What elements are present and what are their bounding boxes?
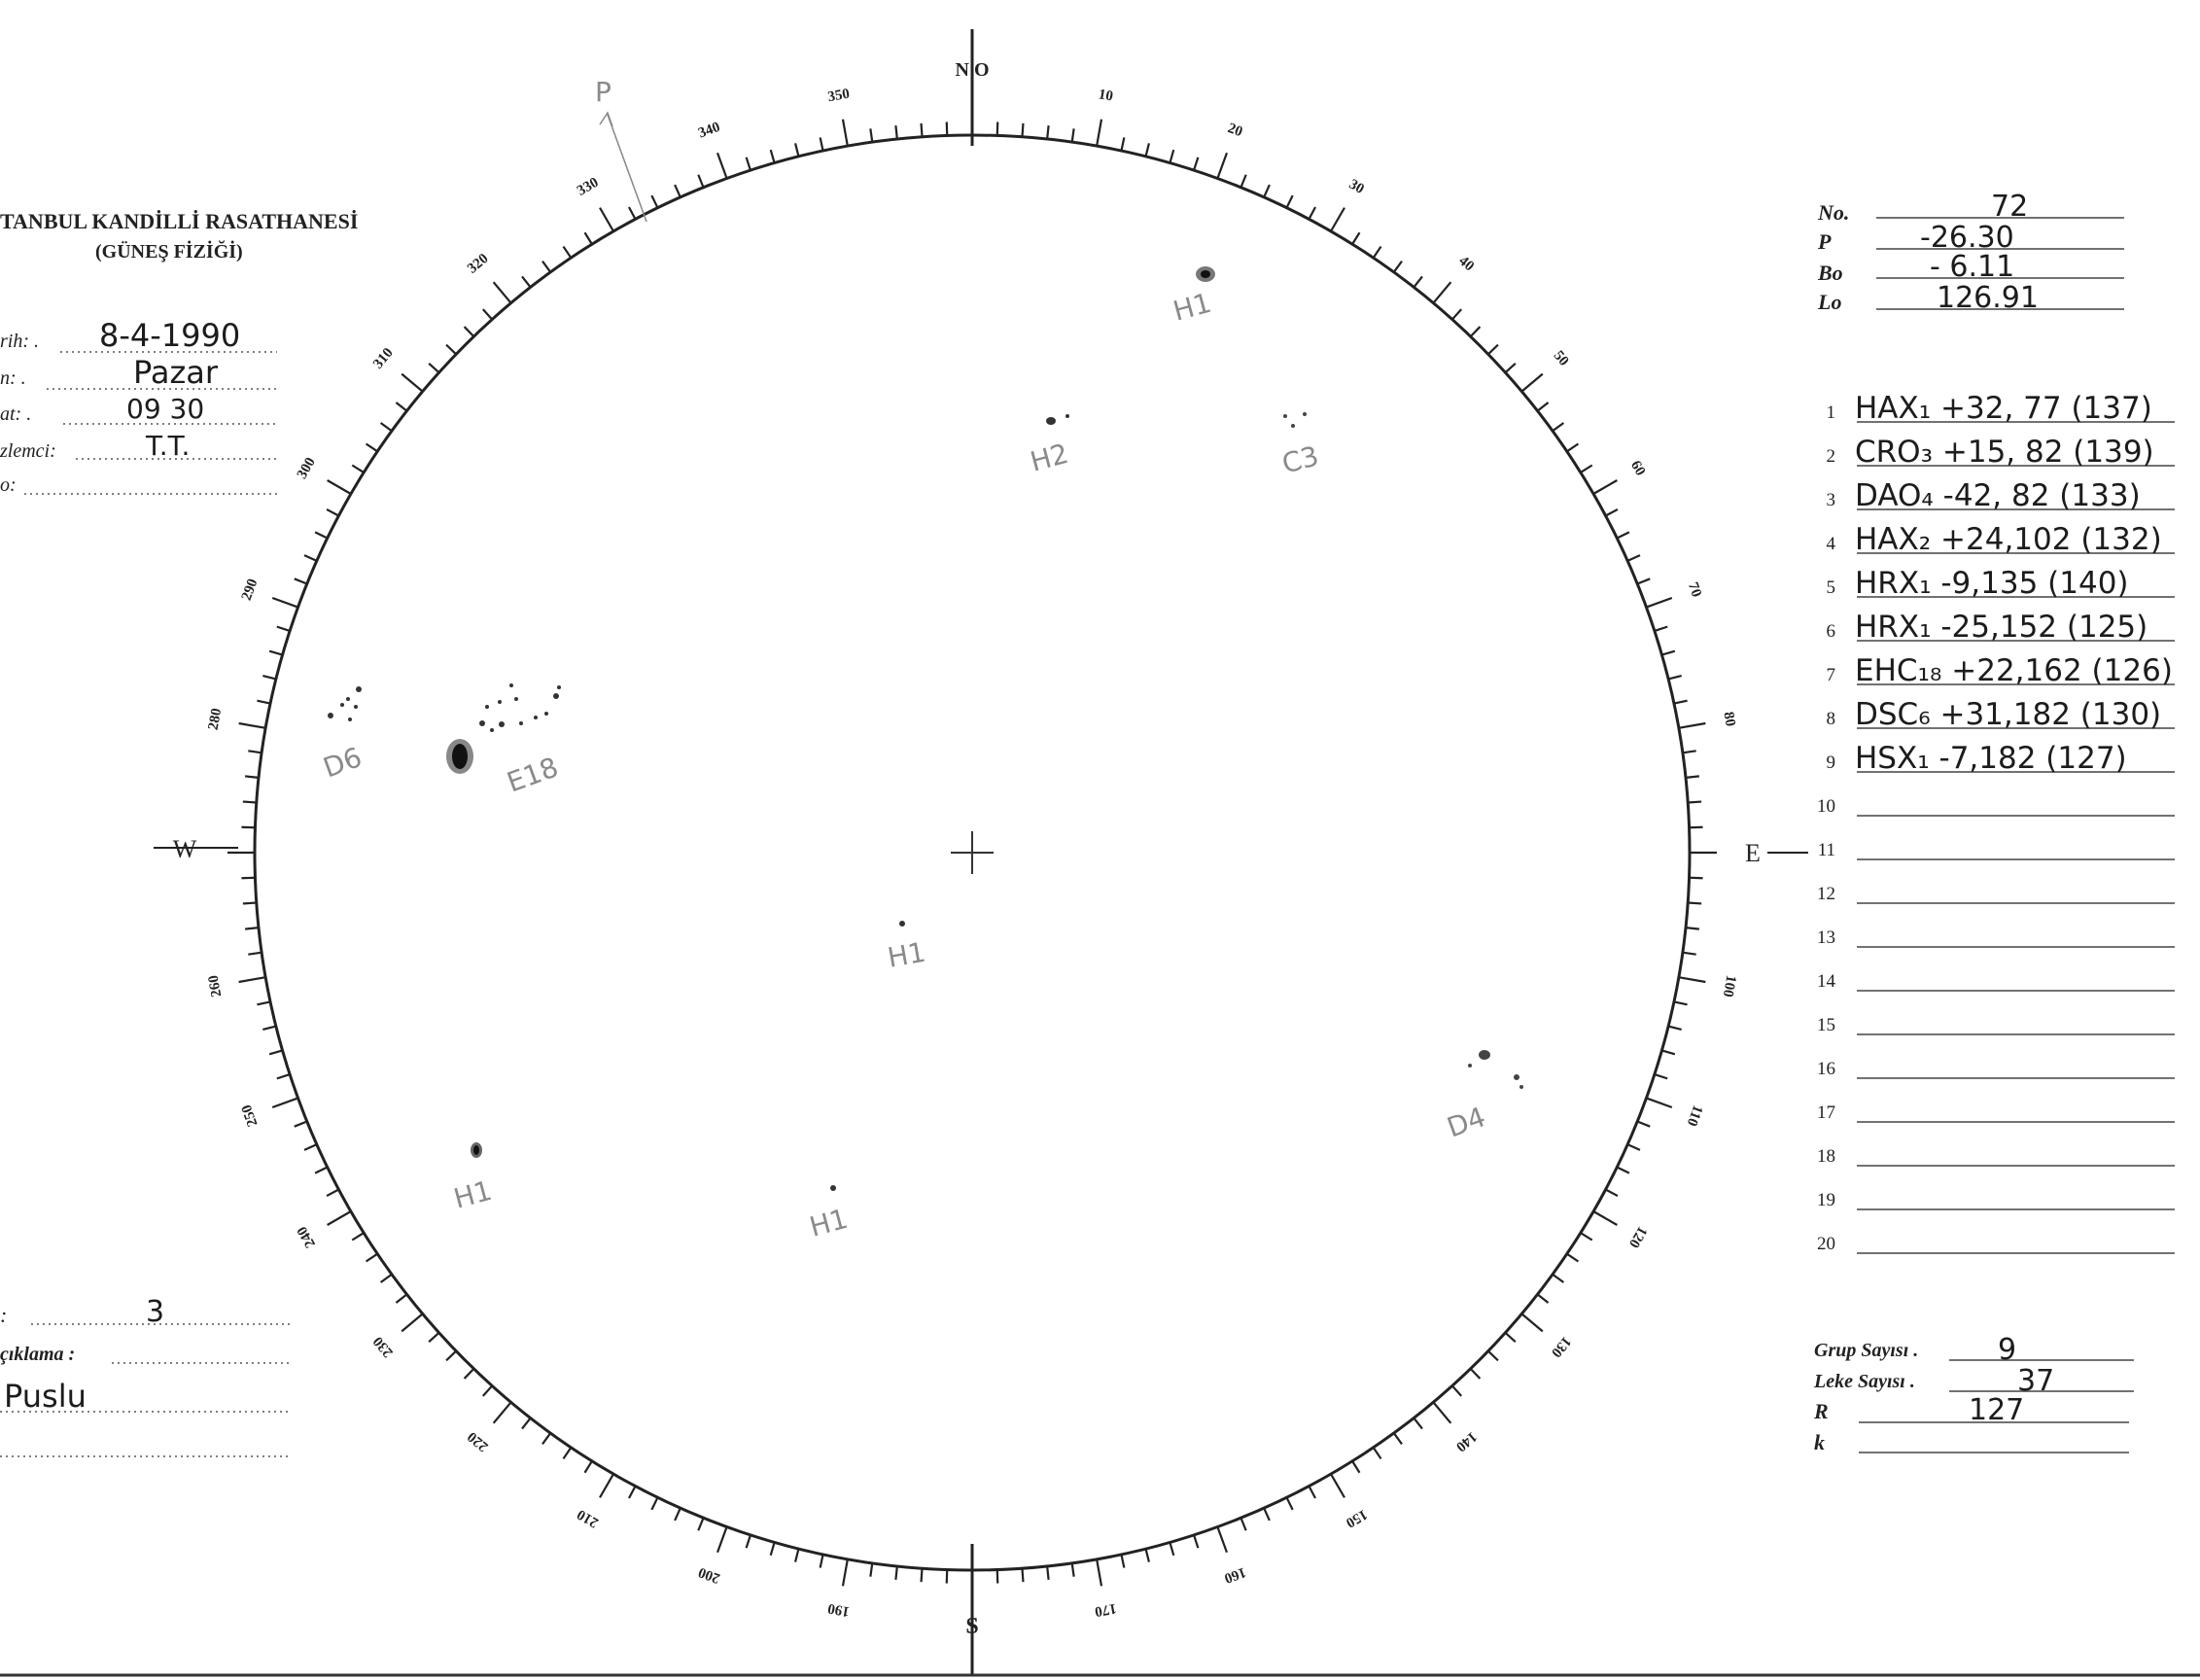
- degree-label: 240: [294, 1223, 319, 1251]
- param-lo-label: Lo: [1818, 290, 1842, 314]
- total-spots-label: Leke Sayısı .: [1814, 1371, 1915, 1392]
- sunspot-d4-a: [1479, 1050, 1490, 1060]
- param-no-label: No.: [1818, 200, 1850, 225]
- time-value: 09 30: [126, 393, 205, 425]
- sunspot-d6-d: [354, 705, 358, 709]
- param-p-label: P: [1818, 229, 1832, 254]
- observatory-department: (GÜNEŞ FİZİĞİ): [95, 241, 243, 262]
- group-row-entry: HSX₁ -7,182 (127): [1855, 741, 2127, 776]
- sunspot-h2-a: [1046, 417, 1056, 425]
- degree-label: 20: [1225, 121, 1245, 141]
- degree-label: 210: [574, 1506, 602, 1531]
- degree-label: 150: [1343, 1506, 1371, 1531]
- sunspot-d6-f: [348, 718, 352, 721]
- sunspot-e18-l: [557, 685, 561, 689]
- sunspot-d6-e: [356, 686, 362, 692]
- degree-label: 200: [696, 1563, 722, 1587]
- group-row-number: 16: [1817, 1059, 1835, 1079]
- param-p-value: -26.30: [1920, 221, 2014, 255]
- degree-tick: [243, 802, 257, 803]
- degree-label: 60: [1626, 458, 1649, 479]
- sunspot-e18-g: [514, 697, 518, 701]
- group-row-entry: HRX₁ -9,135 (140): [1855, 566, 2129, 601]
- group-row-number: 19: [1817, 1190, 1835, 1210]
- degree-label: 130: [1548, 1333, 1574, 1360]
- degree-label: 40: [1455, 253, 1478, 275]
- sunspot-c3-c: [1303, 412, 1307, 416]
- sunspot-e18-f: [509, 683, 513, 687]
- degree-tick: [895, 1566, 896, 1580]
- label-h1-lowleft: H1: [450, 1173, 496, 1215]
- group-row-number: 4: [1826, 534, 1835, 554]
- degree-tick: [1686, 776, 1699, 777]
- degree-label: 290: [238, 577, 262, 603]
- group-row-entry: EHC₁₈ +22,162 (126): [1855, 653, 2173, 688]
- degree-label: 340: [696, 119, 722, 142]
- sunspot-c3-a: [1283, 414, 1287, 418]
- east-label: E: [1745, 839, 1761, 867]
- label-h1-top: H1: [1170, 286, 1215, 328]
- degree-label: 140: [1452, 1428, 1480, 1454]
- degree-label: 80: [1720, 710, 1738, 728]
- observer-value: T.T.: [146, 430, 191, 462]
- group-row-number: 2: [1826, 446, 1835, 467]
- group-row-number: 13: [1817, 928, 1835, 948]
- sunspot-e18-b: [485, 705, 489, 709]
- label-h1-center: H1: [885, 935, 928, 974]
- sunspot-e18-d: [498, 700, 502, 704]
- degree-label: 190: [826, 1599, 852, 1620]
- label-c3: C3: [1278, 439, 1322, 480]
- sunspot-h1-lowleft-umbra: [473, 1145, 479, 1155]
- degree-tick: [1688, 802, 1701, 803]
- degree-tick: [922, 1568, 923, 1582]
- sunspot-h1-top-umbra: [1201, 270, 1210, 278]
- sunspot-d4-b: [1468, 1064, 1472, 1068]
- day-label: n: .: [0, 368, 26, 389]
- group-row-number: 9: [1826, 752, 1835, 773]
- group-row-entry: HAX₂ +24,102 (132): [1855, 522, 2162, 557]
- extra-label: o:: [0, 474, 17, 496]
- degree-tick: [1688, 902, 1701, 903]
- degree-label: 320: [465, 251, 492, 277]
- label-e18: E18: [503, 751, 563, 799]
- sunspot-e18-k: [553, 693, 559, 699]
- group-row-entry: HAX₁ +32, 77 (137): [1855, 391, 2152, 426]
- group-row-entry: DAO₄ -42, 82 (133): [1855, 478, 2141, 513]
- observatory-name: TANBUL KANDİLLİ RASATHANESİ: [0, 209, 359, 233]
- sunspot-d6-a: [328, 713, 333, 718]
- total-r-label: R: [1814, 1399, 1829, 1423]
- group-row-number: 6: [1826, 621, 1835, 642]
- group-row-number: 11: [1817, 840, 1835, 860]
- sunspot-e18-e: [499, 721, 505, 727]
- total-groups-value: 9: [1998, 1333, 2017, 1367]
- sunspot-h2-b: [1065, 414, 1069, 418]
- degree-label: 250: [238, 1102, 262, 1129]
- time-label: at: .: [0, 403, 32, 425]
- label-h1-bottom: H1: [806, 1202, 852, 1243]
- degree-label: 260: [205, 973, 226, 998]
- degree-label: 330: [574, 174, 602, 199]
- group-row-entry: HRX₁ -25,152 (125): [1855, 610, 2148, 645]
- sunspot-e18-umbra: [452, 744, 468, 769]
- degree-label: 310: [370, 345, 397, 372]
- group-row-number: 17: [1817, 1102, 1835, 1123]
- group-row-entry: DSC₆ +31,182 (130): [1855, 697, 2162, 732]
- day-value: Pazar: [133, 354, 219, 391]
- degree-label: 220: [465, 1428, 492, 1454]
- group-row-number: 20: [1817, 1234, 1835, 1254]
- degree-tick: [245, 776, 259, 777]
- group-row-number: 5: [1826, 578, 1835, 598]
- degree-label: 170: [1093, 1599, 1118, 1620]
- remarks-value: Puslu: [4, 1378, 87, 1415]
- degree-label: 50: [1550, 347, 1572, 369]
- degree-label: 70: [1684, 579, 1704, 600]
- south-label: S: [965, 1614, 979, 1639]
- degree-tick: [1022, 123, 1023, 137]
- degree-label: 350: [826, 86, 852, 106]
- param-bo-value: - 6.11: [1930, 250, 2015, 284]
- param-bo-label: Bo: [1818, 261, 1843, 285]
- degree-label: 30: [1345, 176, 1367, 198]
- degree-label: 10: [1097, 87, 1115, 105]
- group-row-number: 18: [1817, 1146, 1835, 1167]
- total-r-value: 127: [1969, 1393, 2025, 1427]
- group-row-number: 14: [1817, 971, 1835, 992]
- degree-label: 300: [294, 454, 319, 482]
- group-row-number: 15: [1817, 1015, 1835, 1035]
- degree-label: 120: [1625, 1223, 1651, 1251]
- north-label: N O: [955, 59, 990, 81]
- total-groups-label: Grup Sayısı .: [1814, 1340, 1919, 1361]
- degree-label: 100: [1719, 973, 1739, 998]
- sunspot-e18-c: [490, 728, 494, 732]
- group-row-number: 7: [1826, 665, 1835, 685]
- label-d4: D4: [1443, 1101, 1490, 1144]
- degree-tick: [1047, 1566, 1048, 1580]
- sunspot-d6-c: [346, 697, 350, 701]
- degree-label: 230: [370, 1333, 397, 1360]
- quality-label: :: [0, 1303, 8, 1327]
- group-row-number: 8: [1826, 709, 1835, 729]
- degree-tick: [1022, 1568, 1023, 1582]
- degree-tick: [243, 902, 257, 903]
- group-row-number: 12: [1817, 884, 1835, 904]
- group-row-number: 3: [1826, 490, 1835, 510]
- total-spots-value: 37: [2017, 1364, 2055, 1398]
- sunspot-c3-b: [1291, 424, 1295, 428]
- param-lo-value: 126.91: [1937, 281, 2039, 315]
- sunspot-e18-a: [479, 720, 485, 726]
- group-row-entry: CRO₃ +15, 82 (139): [1855, 435, 2154, 470]
- remarks-label: çıklama :: [0, 1344, 76, 1365]
- sunspot-d6-b: [340, 703, 344, 707]
- param-no-value: 72: [1991, 190, 2029, 224]
- sunspot-e18-i: [534, 716, 538, 719]
- label-d6: D6: [319, 741, 367, 785]
- observer-label: zlemci:: [0, 440, 56, 462]
- sunspot-d4-c: [1514, 1074, 1519, 1080]
- sunspot-d4-d: [1519, 1085, 1523, 1089]
- sunspot-e18-h: [519, 721, 523, 725]
- total-k-label: k: [1814, 1430, 1825, 1454]
- degree-label: 280: [205, 707, 226, 732]
- west-label: W: [172, 835, 197, 863]
- degree-tick: [922, 123, 923, 137]
- quality-value: 3: [146, 1295, 165, 1329]
- label-h2: H2: [1027, 437, 1072, 478]
- date-label: rih: .: [0, 331, 39, 352]
- group-row-number: 1: [1826, 402, 1835, 423]
- sunspot-h1-center: [899, 921, 905, 927]
- date-value: 8-4-1990: [99, 317, 241, 354]
- degree-tick: [1047, 125, 1048, 139]
- group-row-number: 10: [1817, 796, 1835, 817]
- degree-label: 110: [1683, 1102, 1706, 1129]
- sunspot-h1-bottom: [830, 1185, 836, 1191]
- sunspot-e18-j: [544, 712, 548, 716]
- pole-marker: P: [595, 76, 611, 108]
- degree-tick: [895, 125, 896, 139]
- degree-label: 160: [1222, 1563, 1248, 1587]
